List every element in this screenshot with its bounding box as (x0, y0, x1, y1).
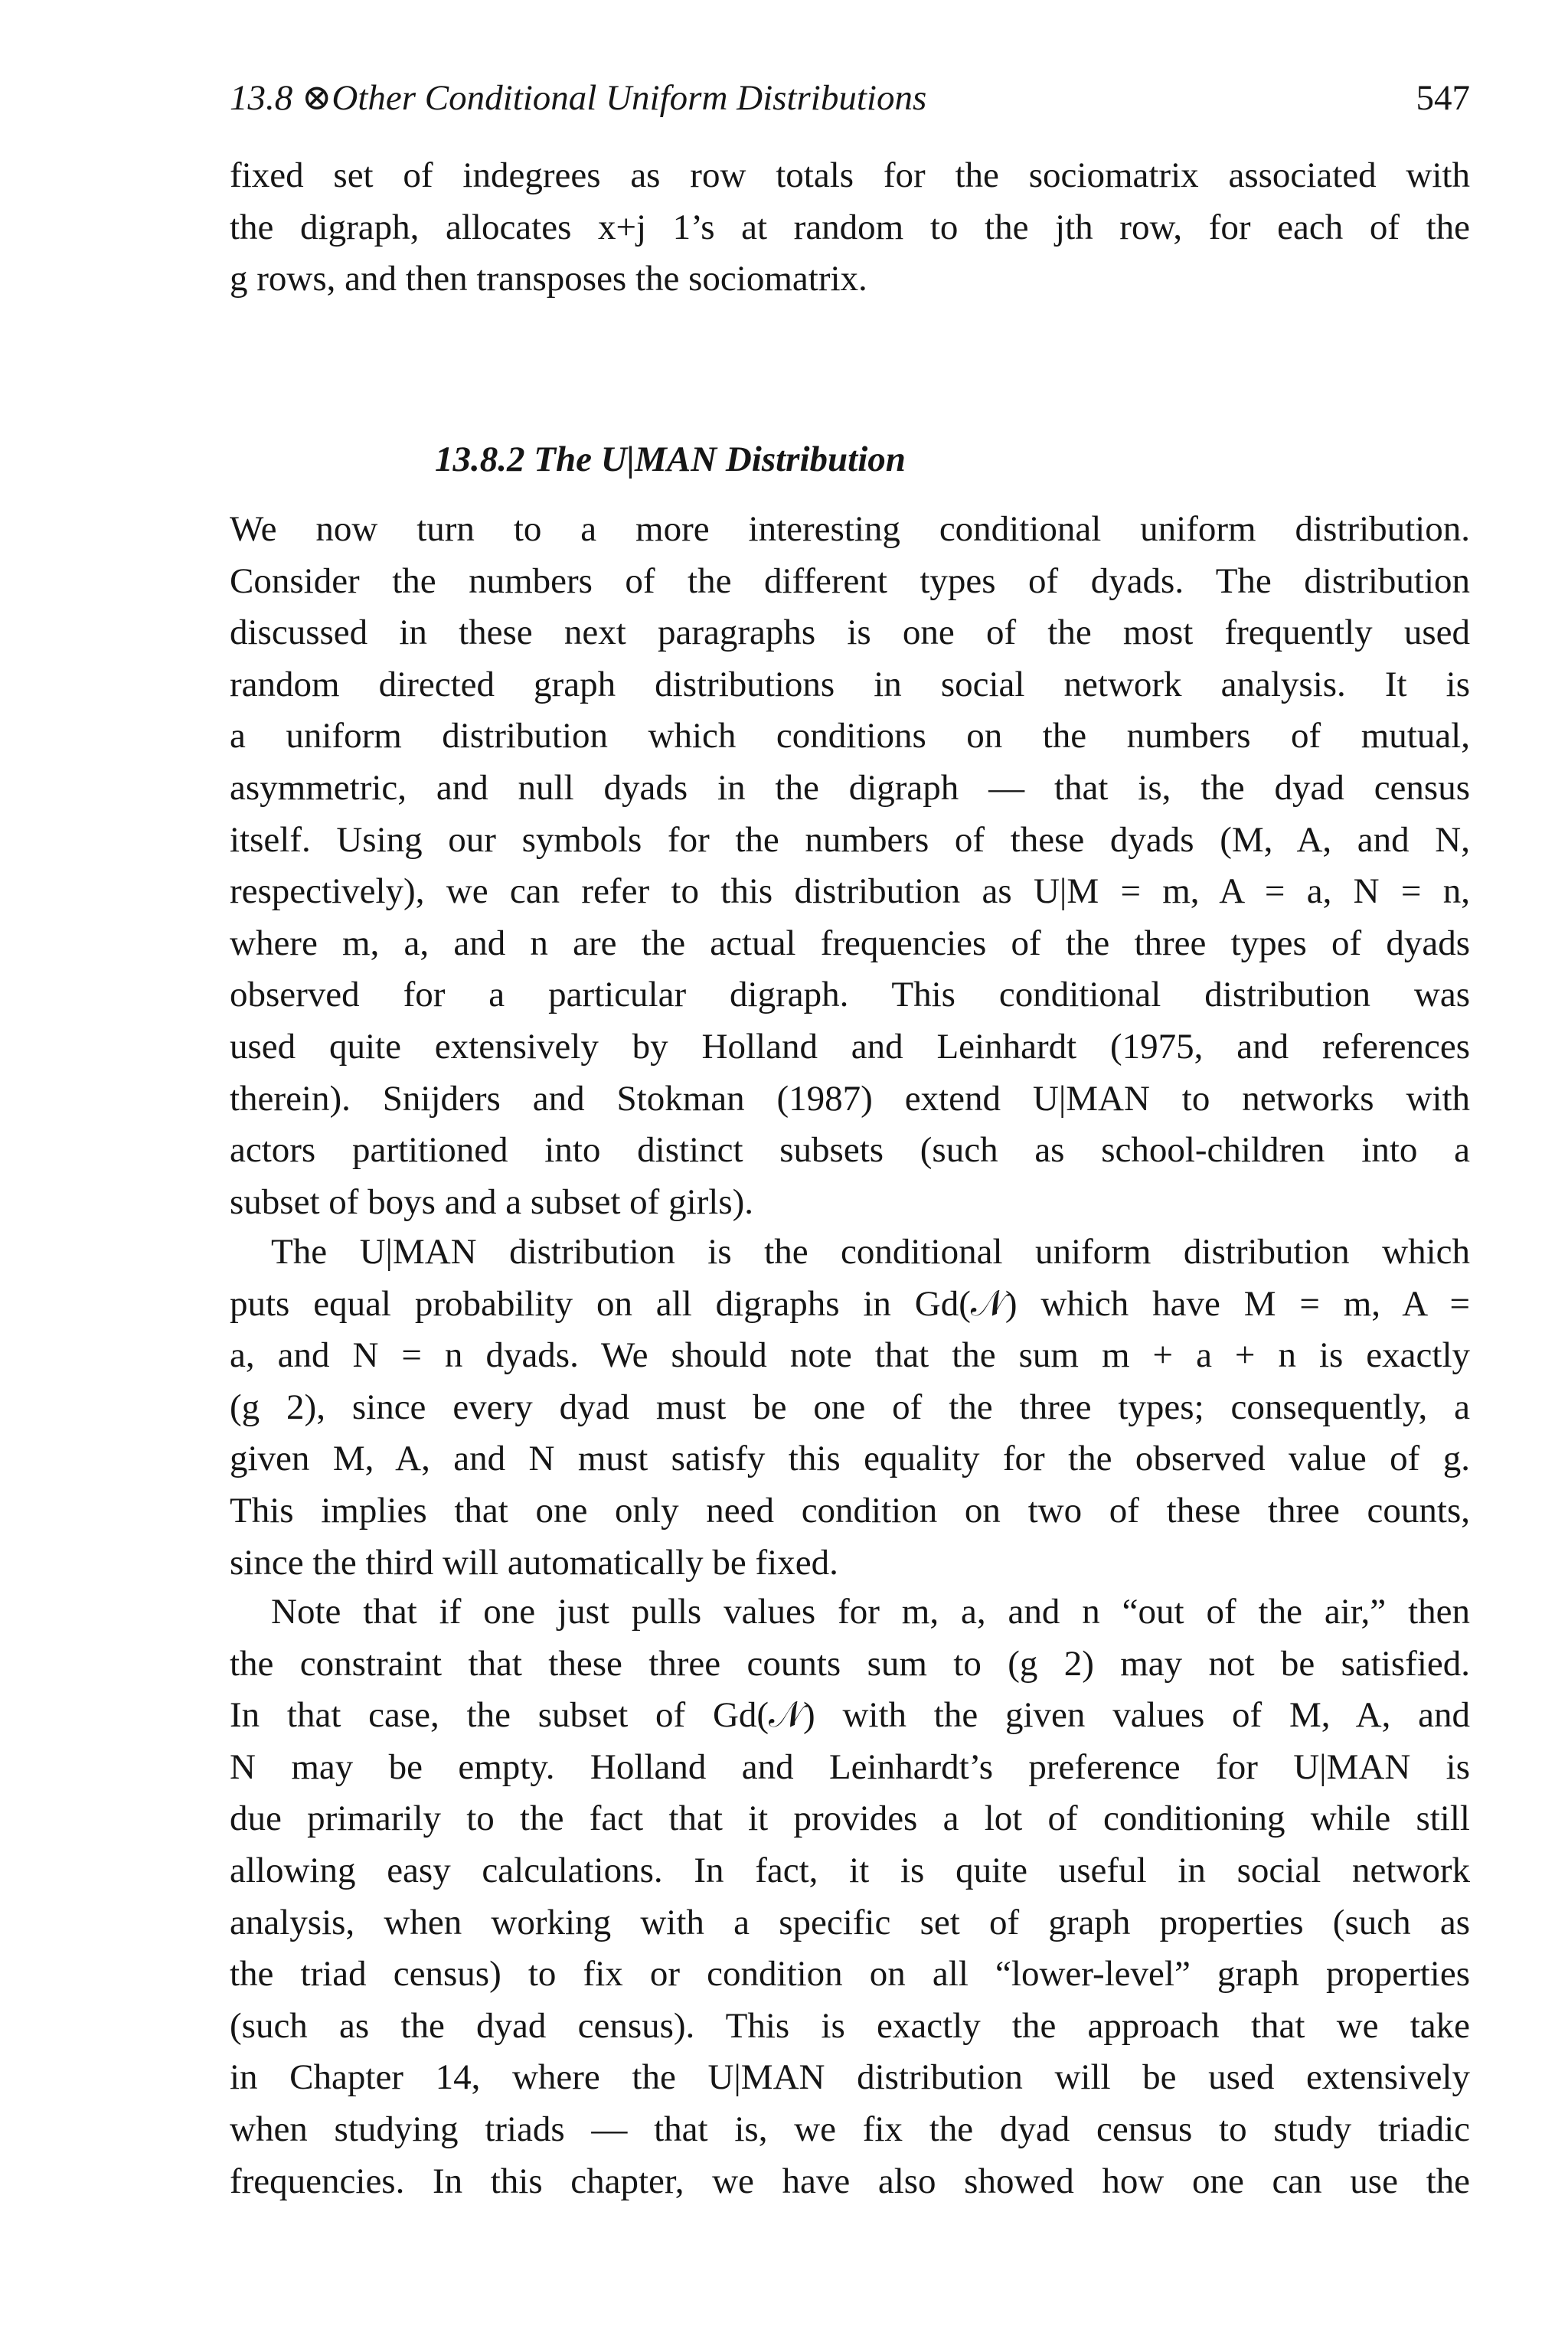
text-line: a uniform distribution which conditions on the numbers of mutual, (230, 716, 1470, 756)
text-line: the digraph, allocates x+j 1’s at random to the jth row, for each of the (230, 207, 1470, 247)
section-heading: 13.8.2 The U|MAN Distribution (435, 439, 906, 479)
text-line: Note that if one just pulls values for m, a, and n “out of the air,” then (271, 1592, 1470, 1632)
paragraph-intro (230, 150, 1470, 305)
text-line: This implies that one only need condition on two of these three counts, (230, 1490, 1470, 1531)
paragraph-3 (230, 1586, 1470, 2207)
text-line: analysis, when working with a specific set of graph properties (such as (230, 1902, 1470, 1942)
text-line: We now turn to a more interesting conditional uniform distribution. (230, 509, 1470, 549)
paragraph-2 (230, 1227, 1470, 1589)
text-line: used quite extensively by Holland and Leinhardt (1975, and references (230, 1026, 1470, 1067)
text-line: itself. Using our symbols for the numbers of these dyads (M, A, and N, (230, 819, 1470, 860)
text-line: random directed graph distributions in social network analysis. It is (230, 664, 1470, 704)
text-line: (g 2), since every dyad must be one of the three types; consequently, a (230, 1387, 1470, 1427)
text-line: puts equal probability on all digraphs in Gd(𝒩) which have M = m, A = (230, 1283, 1470, 1324)
paragraph-1 (230, 504, 1470, 1228)
text-line: when studying triads — that is, we fix the dyad census to study triadic (230, 2109, 1470, 2149)
text-line: in Chapter 14, where the U|MAN distribution will be used extensively (230, 2057, 1470, 2098)
text-line: In that case, the subset of Gd(𝒩) with the given values of M, A, and (230, 1695, 1470, 1736)
running-header-title: 13.8 ⊗Other Conditional Uniform Distributions (230, 78, 927, 118)
text-line: (such as the dyad census). This is exactly the approach that we take (230, 2005, 1470, 2046)
page-number: 547 (1416, 78, 1470, 118)
running-header (230, 74, 1470, 123)
text-line: allowing easy calculations. In fact, it is quite useful in social network (230, 1850, 1470, 1890)
text-line: Consider the numbers of the different types of dyads. The distribution (230, 560, 1470, 601)
text-line: frequencies. In this chapter, we have also showed how one can use the (230, 2161, 1470, 2201)
text-line: actors partitioned into distinct subsets (such as school-children into a (230, 1130, 1470, 1171)
text-line: where m, a, and n are the actual frequencies of the three types of dyads (230, 923, 1470, 963)
text-line: due primarily to the fact that it provides a lot of conditioning while still (230, 1799, 1470, 1839)
text-line: The U|MAN distribution is the conditional uniform distribution which (271, 1232, 1470, 1272)
text-line: asymmetric, and null dyads in the digraph — that is, the dyad census (230, 767, 1470, 808)
text-line: therein). Snijders and Stokman (1987) extend U|MAN to networks with (230, 1078, 1470, 1119)
text-line: respectively), we can refer to this distribution as U|M = m, A = a, N = n, (230, 871, 1470, 912)
text-line: since the third will automatically be fixed. (230, 1542, 838, 1583)
text-line: the constraint that these three counts sum to (g 2) may not be satisfied. (230, 1643, 1470, 1684)
text-line: observed for a particular digraph. This conditional distribution was (230, 975, 1470, 1015)
text-line: g rows, and then transposes the sociomatrix. (230, 259, 867, 299)
text-line: fixed set of indegrees as row totals for the sociomatrix associated with (230, 155, 1470, 195)
text-line: given M, A, and N must satisfy this equality for the observed value of g. (230, 1439, 1470, 1479)
text-line: discussed in these next paragraphs is one of the most frequently used (230, 613, 1470, 653)
text-line: N may be empty. Holland and Leinhardt’s preference for U|MAN is (230, 1746, 1470, 1787)
text-line: the triad census) to fix or condition on all “lower-level” graph properties (230, 1954, 1470, 1995)
text-line: subset of boys and a subset of girls). (230, 1181, 754, 1222)
text-line: a, and N = n dyads. We should note that the sum m + a + n is exactly (230, 1335, 1470, 1376)
